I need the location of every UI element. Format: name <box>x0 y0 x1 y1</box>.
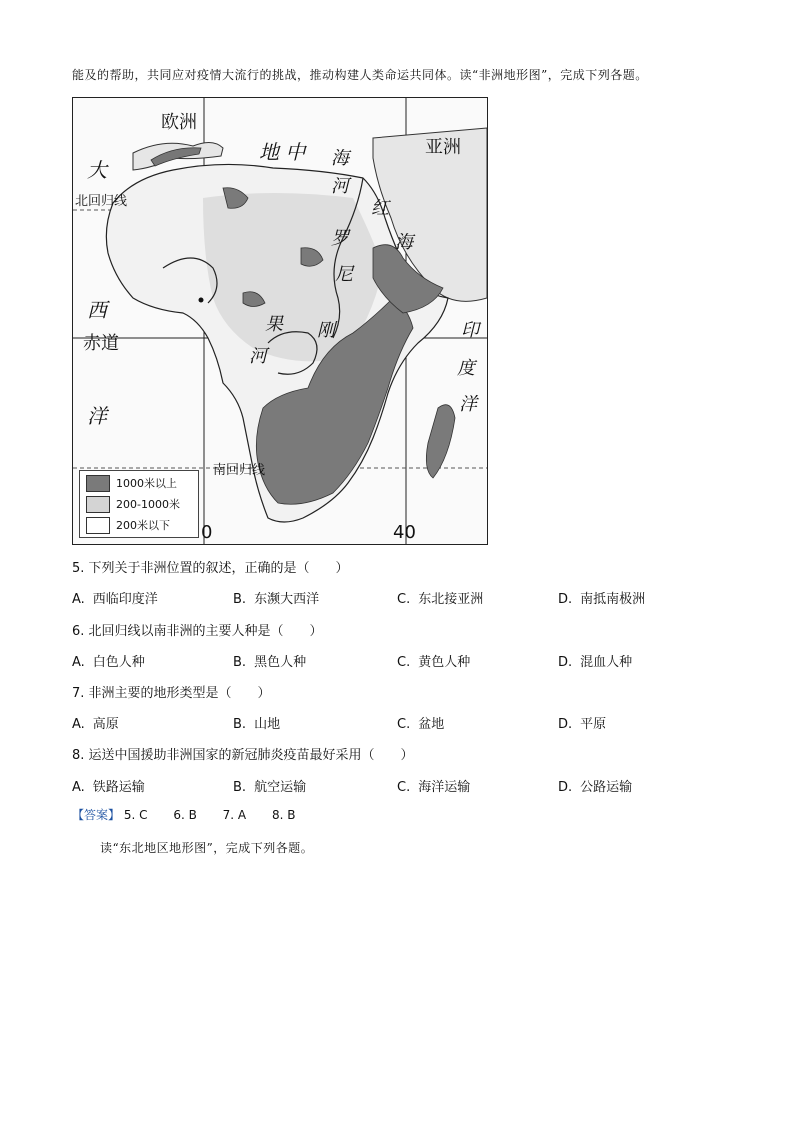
label-atlantic-xi: 西 <box>87 298 107 322</box>
question-6-stem: 6. 北回归线以南非洲的主要人种是（ ） <box>72 624 323 639</box>
label-europe: 欧洲 <box>161 112 197 133</box>
intro-text: 能及的帮助，共同应对疫情大流行的挑战，推动构建人类命运共同体。读“非洲地形图”，完成下列各题。 <box>72 68 648 82</box>
next-section-intro: 读“东北地区地形图”，完成下列各题。 <box>100 841 314 855</box>
q6-option-d: D. 混血人种 <box>558 655 633 670</box>
question-7-stem: 7. 非洲主要的地形类型是（ ） <box>72 686 271 701</box>
label-nile-luo: 罗 <box>331 228 349 249</box>
q6-option-b: B. 黑色人种 <box>233 655 307 670</box>
answer-7: 7. A <box>222 808 247 822</box>
q7-option-b: B. 山地 <box>233 717 281 732</box>
q7-option-c: C. 盆地 <box>397 717 445 732</box>
map-legend <box>79 470 199 538</box>
q8-option-d: D. 公路运输 <box>558 780 633 795</box>
legend-label-low: 200米以下 <box>116 519 170 532</box>
q7-option-d: D. 平原 <box>558 717 607 732</box>
q8-option-a: A. 铁路运输 <box>72 780 145 795</box>
question-5-stem: 5. 下列关于非洲位置的叙述，正确的是（ ） <box>72 561 349 576</box>
label-congo-gang: 刚 <box>317 320 335 341</box>
answer-tag: 【答案】 <box>72 808 121 822</box>
q6-option-c: C. 黄色人种 <box>397 655 471 670</box>
label-atlantic-yang: 洋 <box>87 404 107 428</box>
label-tropic-of-capricorn: 南回归线 <box>213 463 266 478</box>
label-longitude-0: 0 <box>201 522 213 543</box>
q5-option-b: B. 东濒大西洋 <box>233 592 320 607</box>
africa-terrain-map <box>72 97 488 545</box>
q5-option-a: A. 西临印度洋 <box>72 592 158 607</box>
answer-8: 8. B <box>271 808 296 822</box>
answer-line <box>72 806 317 823</box>
q5-option-d: D. 南抵南极洲 <box>558 592 646 607</box>
legend-swatch-high <box>86 475 110 492</box>
label-equator: 赤道 <box>83 333 119 354</box>
question-8-stem: 8. 运送中国援助非洲国家的新冠肺炎疫苗最好采用（ ） <box>72 748 414 763</box>
label-sea: 海 <box>331 148 349 169</box>
answer-5: 5. C <box>123 808 148 822</box>
label-indian-yang: 洋 <box>459 394 477 415</box>
q7-option-a: A. 高原 <box>72 717 119 732</box>
q5-option-c: C. 东北接亚洲 <box>397 592 484 607</box>
legend-swatch-low <box>86 517 110 534</box>
label-congo-he: 河 <box>249 346 267 367</box>
label-longitude-40: 40 <box>393 522 416 543</box>
label-mediterranean: 地 中 <box>259 140 306 164</box>
label-nile-he: 河 <box>331 176 349 197</box>
q8-option-c: C. 海洋运输 <box>397 780 471 795</box>
legend-label-high: 1000米以上 <box>116 477 177 490</box>
legend-label-mid: 200-1000米 <box>116 498 180 511</box>
label-tropic-of-cancer: 北回归线 <box>75 194 128 209</box>
q6-option-a: A. 白色人种 <box>72 655 145 670</box>
label-congo-guo: 果 <box>265 314 283 335</box>
label-indian-du: 度 <box>457 358 475 379</box>
label-asia: 亚洲 <box>425 137 461 158</box>
label-atlantic-da: 大 <box>87 158 107 182</box>
label-red-hai: 海 <box>395 232 413 253</box>
label-red-hong: 红 <box>371 198 389 219</box>
legend-swatch-mid <box>86 496 110 513</box>
label-indian-yin: 印 <box>461 320 479 341</box>
label-nile-ni: 尼 <box>335 264 353 285</box>
q8-option-b: B. 航空运输 <box>233 780 307 795</box>
answer-6: 6. B <box>173 808 197 822</box>
